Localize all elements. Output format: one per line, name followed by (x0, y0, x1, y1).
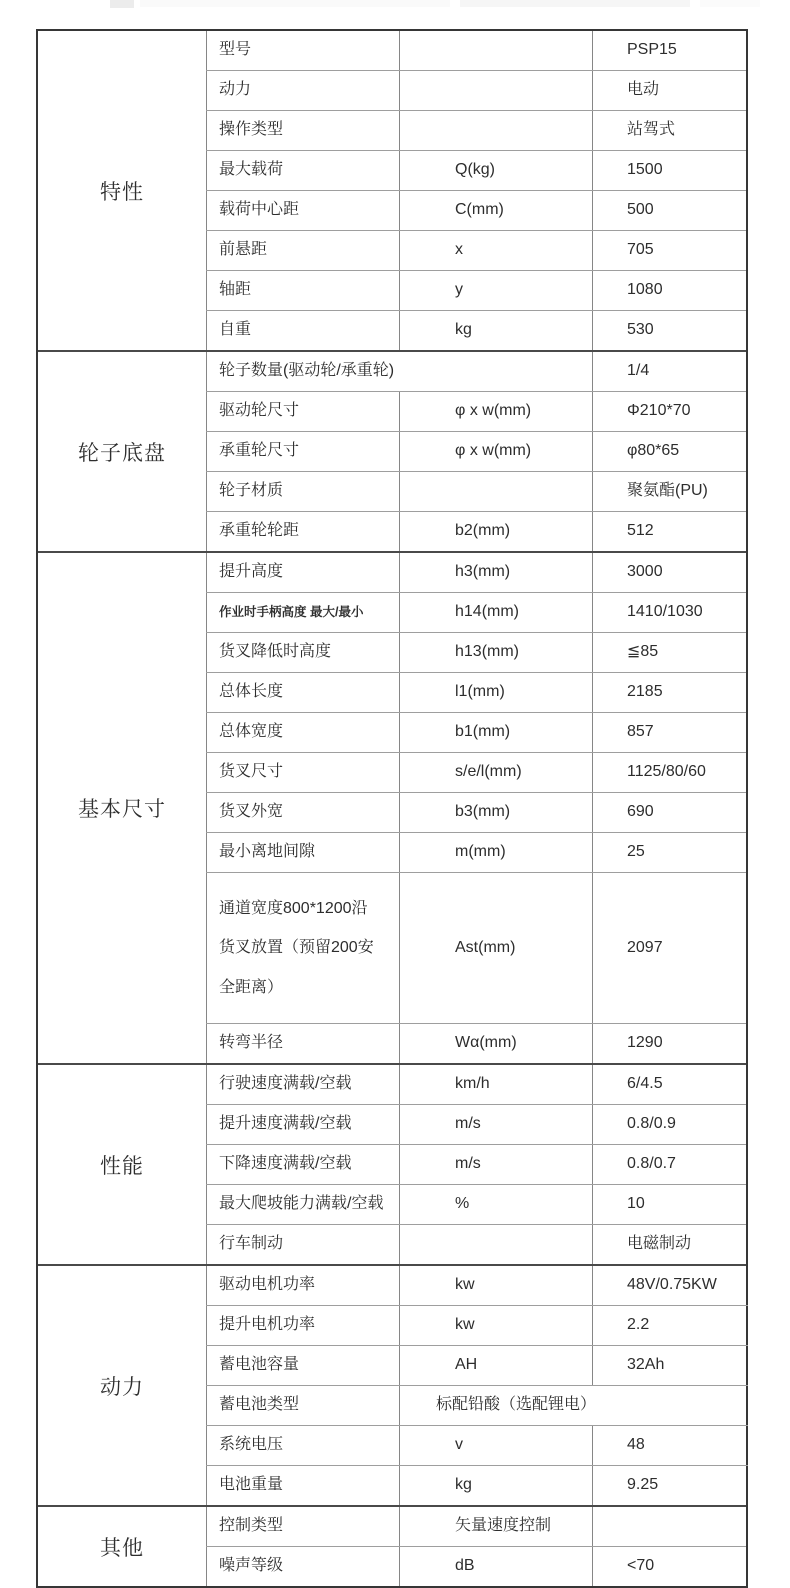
row-parameter: h3(mm) (399, 553, 592, 592)
row-parameter: m/s (399, 1105, 592, 1144)
row-value: 电动 (592, 71, 746, 110)
row-value: 705 (592, 231, 746, 270)
top-strip-band (140, 0, 450, 7)
row-value: 2097 (592, 873, 746, 1023)
row-parameter: y (399, 271, 592, 310)
row-value: 1125/80/60 (592, 753, 746, 792)
row-value: 电磁制动 (592, 1225, 746, 1264)
section-rows (206, 1266, 748, 1505)
row-value: <70 (592, 1547, 746, 1586)
row-label: 行车制动 (206, 1225, 399, 1264)
row-label: 电池重量 (206, 1466, 399, 1505)
table-row (206, 632, 746, 672)
row-value: 857 (592, 713, 746, 752)
row-label: 总体长度 (206, 673, 399, 712)
row-label: 动力 (206, 71, 399, 110)
row-label: 下降速度满载/空载 (206, 1145, 399, 1184)
row-label: 最小离地间隙 (206, 833, 399, 872)
row-value: 1410/1030 (592, 593, 746, 632)
table-row (206, 1465, 748, 1505)
row-value: 512 (592, 512, 746, 551)
table-row (206, 150, 746, 190)
row-parameter (399, 1225, 592, 1264)
row-label: 提升速度满载/空载 (206, 1105, 399, 1144)
section-rows (206, 1507, 746, 1586)
table-row (206, 110, 746, 150)
row-value: 2185 (592, 673, 746, 712)
row-parameter (399, 111, 592, 150)
row-parameter: 标配铅酸（选配锂电） (399, 1386, 748, 1425)
section-title: 动力 (100, 1375, 144, 1399)
table-row (206, 230, 746, 270)
row-value: 690 (592, 793, 746, 832)
row-parameter (399, 31, 592, 70)
table-row (206, 1144, 746, 1184)
row-parameter: x (399, 231, 592, 270)
row-label: 轮子数量(驱动轮/承重轮) (206, 352, 592, 391)
row-parameter: AH (399, 1346, 592, 1385)
row-parameter: Q(kg) (399, 151, 592, 190)
top-strip-band (460, 0, 690, 7)
table-row (206, 712, 746, 752)
row-label: 提升高度 (206, 553, 399, 592)
row-value: 25 (592, 833, 746, 872)
row-value: ≦85 (592, 633, 746, 672)
row-parameter: φ x w(mm) (399, 432, 592, 471)
table-row (206, 592, 746, 632)
row-value: 6/4.5 (592, 1065, 746, 1104)
table-row (206, 471, 746, 511)
row-value: 0.8/0.7 (592, 1145, 746, 1184)
table-row (206, 1425, 748, 1465)
table-row (206, 832, 746, 872)
row-label: 驱动电机功率 (206, 1266, 399, 1305)
row-parameter: s/e/l(mm) (399, 753, 592, 792)
row-label: 轮子材质 (206, 472, 399, 511)
row-label: 转弯半径 (206, 1024, 399, 1063)
table-row (206, 1345, 748, 1385)
row-parameter: kg (399, 311, 592, 350)
table-row (206, 752, 746, 792)
row-label: 操作类型 (206, 111, 399, 150)
row-value: 32Ah (592, 1346, 748, 1385)
row-value: 48 (592, 1426, 748, 1465)
row-parameter: Ast(mm) (399, 873, 592, 1023)
row-value: 聚氨酯(PU) (592, 472, 746, 511)
table-row (206, 1023, 746, 1063)
table-row (206, 1104, 746, 1144)
row-parameter: dB (399, 1547, 592, 1586)
table-row (206, 1266, 748, 1305)
row-label: 货叉降低时高度 (206, 633, 399, 672)
row-label: 通道宽度800*1200沿货叉放置（预留200安全距离） (206, 873, 399, 1023)
row-value: 0.8/0.9 (592, 1105, 746, 1144)
table-row (206, 792, 746, 832)
row-label: 行驶速度满载/空载 (206, 1065, 399, 1104)
table-row (206, 70, 746, 110)
section-rows (206, 553, 746, 1063)
table-row (206, 270, 746, 310)
row-parameter: l1(mm) (399, 673, 592, 712)
row-value: 10 (592, 1185, 746, 1224)
row-label: 系统电压 (206, 1426, 399, 1465)
section-title: 轮子底盘 (78, 441, 166, 465)
spec-section (38, 31, 746, 350)
row-parameter: h13(mm) (399, 633, 592, 672)
row-label: 蓄电池容量 (206, 1346, 399, 1385)
row-value: 48V/0.75KW (592, 1266, 748, 1305)
row-parameter: 矢量速度控制 (399, 1507, 592, 1546)
section-rows (206, 31, 746, 350)
row-label: 货叉外宽 (206, 793, 399, 832)
top-strip-patch (110, 0, 134, 8)
row-label: 承重轮轮距 (206, 512, 399, 551)
table-row (206, 310, 746, 350)
row-parameter: φ x w(mm) (399, 392, 592, 431)
row-value: 2.2 (592, 1306, 748, 1345)
row-parameter: h14(mm) (399, 593, 592, 632)
row-value: 1080 (592, 271, 746, 310)
row-value: φ80*65 (592, 432, 746, 471)
row-parameter: km/h (399, 1065, 592, 1104)
section-title: 特性 (100, 180, 144, 204)
table-row (206, 1385, 748, 1425)
spec-section (38, 551, 746, 1063)
row-parameter: v (399, 1426, 592, 1465)
table-row (206, 190, 746, 230)
row-value: 3000 (592, 553, 746, 592)
row-value: 9.25 (592, 1466, 748, 1505)
row-label: 蓄电池类型 (206, 1386, 399, 1425)
row-label: 轴距 (206, 271, 399, 310)
row-label: 载荷中心距 (206, 191, 399, 230)
row-label: 控制类型 (206, 1507, 399, 1546)
row-parameter: b3(mm) (399, 793, 592, 832)
row-label: 前悬距 (206, 231, 399, 270)
row-parameter: m(mm) (399, 833, 592, 872)
table-row (206, 511, 746, 551)
table-row (206, 1546, 746, 1586)
table-row (206, 1184, 746, 1224)
table-row (206, 1224, 746, 1264)
row-value: 1290 (592, 1024, 746, 1063)
row-label: 最大爬坡能力满载/空载 (206, 1185, 399, 1224)
row-parameter (399, 472, 592, 511)
row-label: 自重 (206, 311, 399, 350)
row-label: 噪声等级 (206, 1547, 399, 1586)
section-title: 其他 (100, 1536, 144, 1560)
row-parameter: b1(mm) (399, 713, 592, 752)
row-value: 站驾式 (592, 111, 746, 150)
spec-section (38, 350, 746, 551)
row-parameter: kg (399, 1466, 592, 1505)
row-label: 货叉尺寸 (206, 753, 399, 792)
row-parameter: % (399, 1185, 592, 1224)
row-parameter: Wα(mm) (399, 1024, 592, 1063)
top-strip-band (700, 0, 760, 7)
row-value: Φ210*70 (592, 392, 746, 431)
row-label: 承重轮尺寸 (206, 432, 399, 471)
row-value: 530 (592, 311, 746, 350)
section-title: 基本尺寸 (78, 798, 166, 821)
row-value: 1/4 (592, 352, 746, 391)
spec-section (38, 1505, 746, 1586)
table-row (206, 391, 746, 431)
table-row (206, 31, 746, 70)
spec-section (38, 1264, 746, 1505)
row-parameter: b2(mm) (399, 512, 592, 551)
row-label: 型号 (206, 31, 399, 70)
row-parameter (399, 71, 592, 110)
row-label: 总体宽度 (206, 713, 399, 752)
row-label: 驱动轮尺寸 (206, 392, 399, 431)
table-row (206, 352, 746, 391)
row-value: 500 (592, 191, 746, 230)
table-row (206, 1065, 746, 1104)
row-parameter: kw (399, 1266, 592, 1305)
table-row (206, 872, 746, 1023)
row-label: 作业时手柄高度 最大/最小 (206, 593, 399, 632)
spec-table (36, 29, 748, 1588)
row-parameter: m/s (399, 1145, 592, 1184)
section-rows (206, 1065, 746, 1264)
section-rows (206, 352, 746, 551)
row-value: 1500 (592, 151, 746, 190)
row-parameter: kw (399, 1306, 592, 1345)
table-row (206, 1507, 746, 1546)
section-title: 性能 (100, 1154, 144, 1178)
table-row (206, 672, 746, 712)
table-row (206, 431, 746, 471)
table-row (206, 553, 746, 592)
top-strip-artifact (0, 0, 790, 10)
row-label: 最大载荷 (206, 151, 399, 190)
row-value (592, 1507, 746, 1546)
row-value: PSP15 (592, 31, 746, 70)
table-row (206, 1305, 748, 1345)
row-label: 提升电机功率 (206, 1306, 399, 1345)
spec-section (38, 1063, 746, 1264)
row-parameter: C(mm) (399, 191, 592, 230)
